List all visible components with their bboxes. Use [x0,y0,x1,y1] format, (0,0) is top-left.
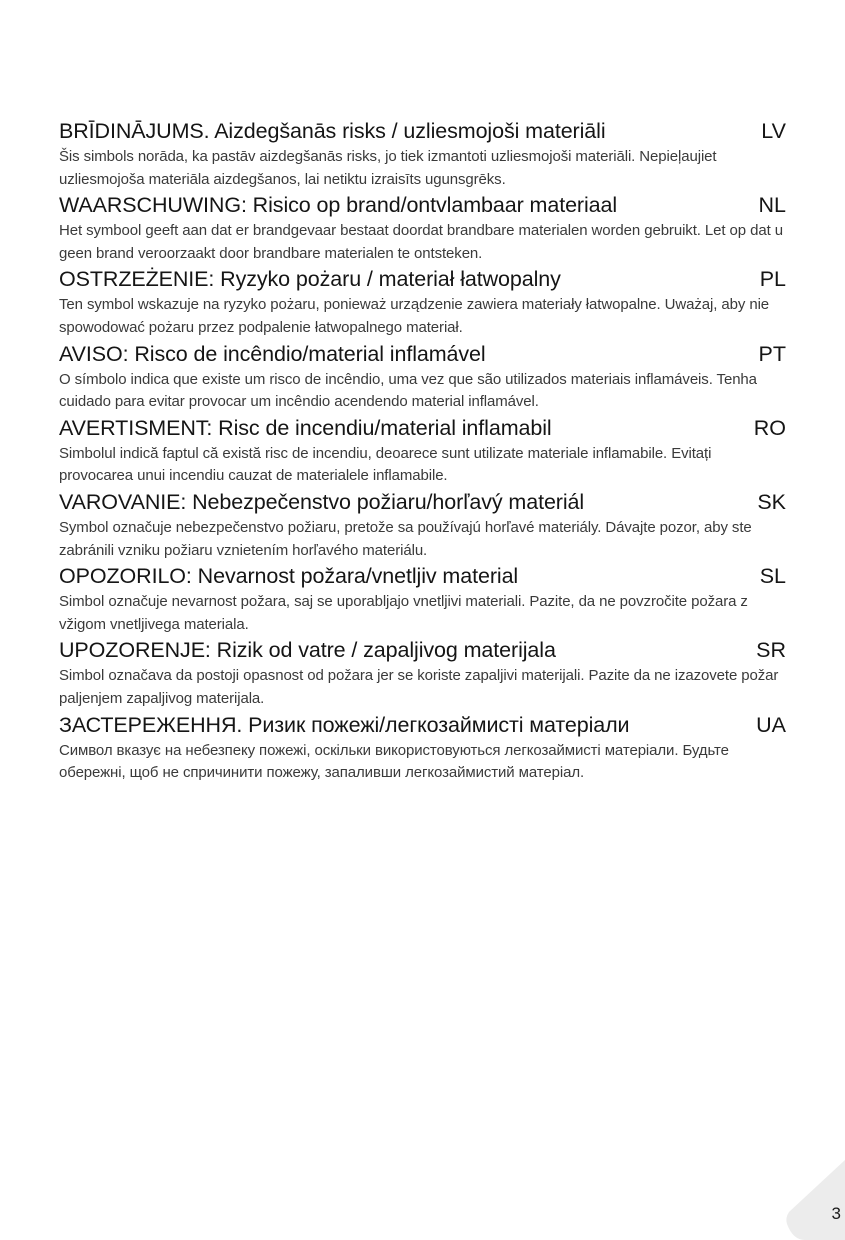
section-body: Ten symbol wskazuje na ryzyko pożaru, ponieważ urządzenie zawiera materiały łatwopalne. Uważaj, aby nie spowodować pożaru przez podpalenie łatwopalnego materiał. [59,296,770,336]
corner-tab-shape [786,1160,845,1240]
section-heading-row [59,561,786,591]
language-code: UA [756,712,786,737]
section-heading-row [59,190,786,220]
section-body: Het symbool geeft aan dat er brandgevaar bestaat doordat brandbare materialen worden gebruikt. Let op dat u geen brand veroorzaakt door brandbare materialen te ontsteken. [59,222,783,262]
section-body: Symbol označuje nebezpečenstvo požiaru, pretože sa používajú horľavé materiály. Dávajte pozor, aby ste zabránili vzniku požiaru vznietením horľavého materiálu. [59,519,752,559]
language-code: LV [761,119,786,143]
language-code: SL [759,564,786,589]
section-heading: BRĪDINĀJUMS. Aizdegšanās risks / uzliesmojoši materiāli [59,119,606,143]
section-ro [59,413,786,488]
section-heading: OPOZORILO: Nevarnost požara/vnetljiv material [59,564,519,589]
language-code: SK [757,490,786,515]
section-sl [59,561,786,636]
section-heading: VAROVANIE: Nebezpečenstvo požiaru/horľavý materiál [59,490,585,515]
language-code: SR [756,638,786,663]
section-heading: WAARSCHUWING: Risico op brand/ontvlambaar materiaal [59,193,618,218]
section-sk [59,487,786,562]
section-body: Simbol označava da postoji opasnost od požara jer se koriste zapaljivi materijali. Pazite da ne izazovete požar paljenjem zapaljivog materijala. [59,667,779,707]
section-body: Simbolul indică faptul că există risc de incendiu, deoarece sunt utilizate materiale inflamabile. Evitați provocarea unui incendiu cauzat de materialele inflamabile. [59,444,712,485]
page-corner-tab [785,1160,845,1240]
language-code: PT [758,341,786,366]
section-heading-row [59,116,786,146]
section-heading-row [59,413,786,443]
section-lv [59,116,786,191]
section-pl [59,264,786,339]
section-heading-row [59,339,786,369]
section-heading: AVISO: Risco de incêndio/material inflamável [59,341,486,366]
section-ua [59,710,786,785]
section-body: O símbolo indica que existe um risco de incêndio, uma vez que são utilizados materiais inflamáveis. Tenha cuidado para evitar provocar um incêndio acendendo material inflamável. [59,370,757,411]
section-heading: UPOZORENJE: Rizik od vatre / zapaljivog materijala [59,638,556,663]
section-pt [59,339,786,414]
section-heading-row [59,487,786,517]
section-heading-row [59,635,786,665]
section-heading-row [59,264,786,294]
language-code: PL [759,267,786,292]
section-nl [59,190,786,265]
language-code: NL [758,193,786,218]
section-heading: ЗАСТЕРЕЖЕННЯ. Ризик пожежі/легкозаймисті матеріали [59,712,630,737]
warnings-page [59,116,786,784]
section-heading: OSTRZEŻENIE: Ryzyko pożaru / materiał łatwopalny [59,267,561,292]
section-body: Simbol označuje nevarnost požara, saj se uporabljajo vnetljivi materiali. Pazite, da ne povzročite požara z vžigom vnetljivega materiala. [59,593,748,633]
section-body: Символ вказує на небезпеку пожежі, оскільки використовуються легкозаймисті матеріали. Будьте обережні, щоб не спричинити пожежу, запаливши легкозаймистий матеріал. [59,741,729,782]
section-body: Šis simbols norāda, ka pastāv aizdegšanās risks, jo tiek izmantoti uzliesmojoši materiāli. Nepieļaujiet uzliesmojoša materiāla aizdegšanos, lai netiktu izraisīts ugunsgrēks. [59,148,717,188]
page-number: 3 [831,1204,841,1223]
section-heading: AVERTISMENT: Risc de incendiu/material inflamabil [59,415,552,440]
section-sr [59,635,786,710]
section-heading-row [59,710,786,740]
language-code: RO [753,415,786,440]
